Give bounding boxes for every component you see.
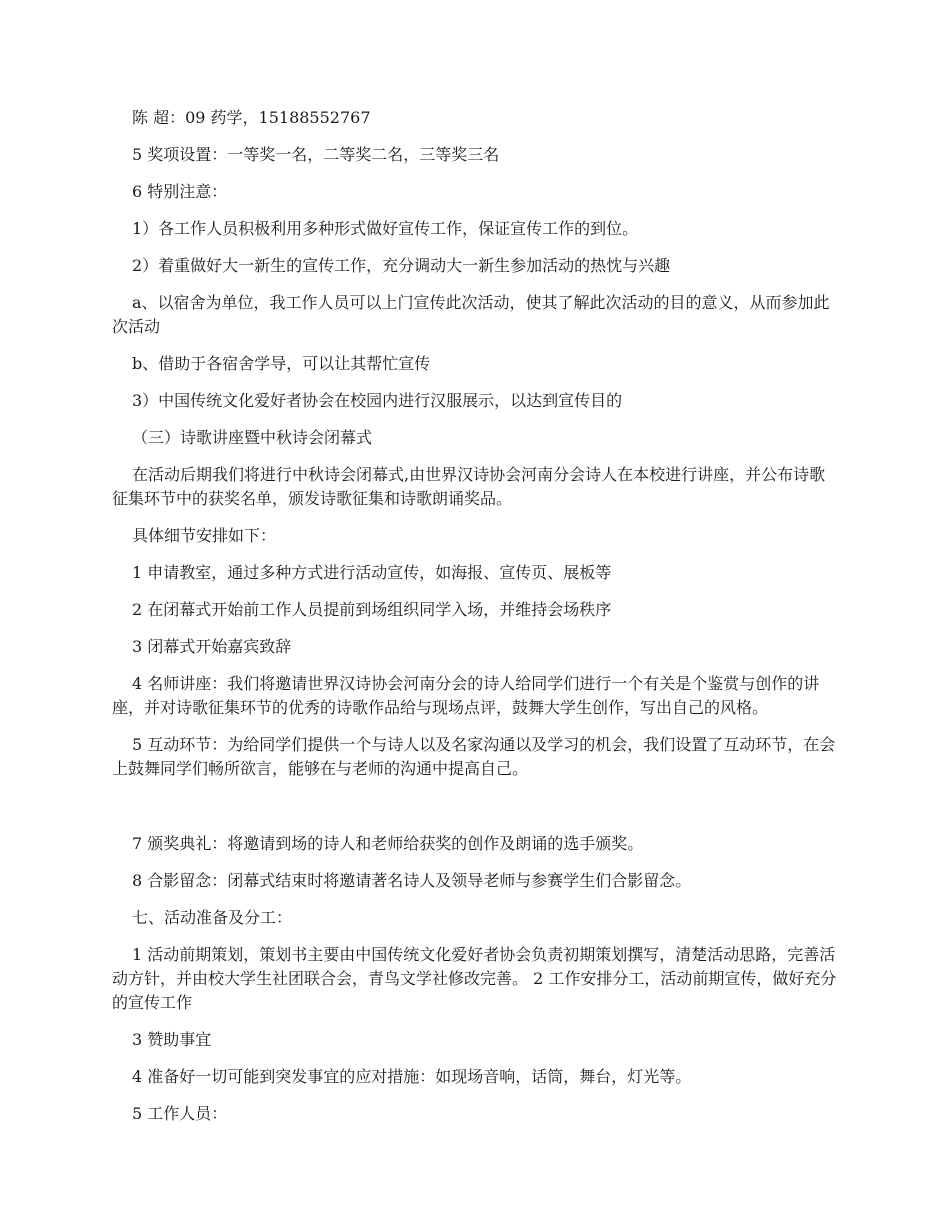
prep-item-5: 5 工作人员：	[132, 1104, 228, 1123]
note-item-2b: b、借助于各宿舍学导，可以让其帮忙宣传	[132, 354, 431, 373]
detail-item-5: 5 互动环节：为给同学们提供一个与诗人以及名家沟通以及学习的机会，我们设置了互动环节，在会上鼓舞同学们畅所欲言，能够在与老师的沟通中提高自己。	[112, 735, 836, 778]
detail-item-8: 8 合影留念：闭幕式结束时将邀请著名诗人及领导老师与参赛学生们合影留念。	[132, 871, 692, 890]
prep-item-1-2: 1 活动前期策划，策划书主要由中国传统文化爱好者协会负责初期策划撰写，清楚活动思路，完善活动方针，并由校大学生社团联合会，青鸟文学社修改完善。 2 工作安排分工，活动前期宣传，做好充分的宣传工作	[112, 945, 837, 1012]
awards-setting: 5 奖项设置：一等奖一名，二等奖二名，三等奖三名	[132, 145, 500, 164]
note-item-2: 2）着重做好大一新生的宣传工作，充分调动大一新生参加活动的热忱与兴趣	[132, 256, 671, 275]
detail-item-7: 7 颁奖典礼：将邀请到场的诗人和老师给获奖的创作及朗诵的选手颁奖。	[132, 834, 644, 853]
details-heading: 具体细节安排如下：	[132, 526, 277, 545]
detail-item-3: 3 闭幕式开始嘉宾致辞	[132, 637, 292, 656]
closing-intro: 在活动后期我们将进行中秋诗会闭幕式,由世界汉诗协会河南分会诗人在本校进行讲座，并公布诗歌征集环节中的获奖名单，颁发诗歌征集和诗歌朗诵奖品。	[112, 465, 826, 508]
contact-line: 陈 超：09 药学，15188552767	[132, 108, 371, 127]
section-heading-preparation: 七、活动准备及分工：	[132, 908, 293, 927]
note-item-1: 1）各工作人员积极利用多种形式做好宣传工作，保证宣传工作的到位。	[132, 219, 639, 238]
detail-item-2: 2 在闭幕式开始前工作人员提前到场组织同学入场，并维持会场秩序	[132, 600, 612, 619]
note-item-3: 3）中国传统文化爱好者协会在校园内进行汉服展示，以达到宣传目的	[132, 391, 623, 410]
prep-item-3: 3 赞助事宜	[132, 1030, 212, 1049]
prep-item-4: 4 准备好一切可能到突发事宜的应对措施：如现场音响，话筒，舞台，灯光等。	[132, 1067, 692, 1086]
section-heading-closing: （三）诗歌讲座暨中秋诗会闭幕式	[132, 428, 373, 447]
detail-item-1: 1 申请教室，通过多种方式进行活动宣传，如海报、宣传页、展板等	[132, 563, 612, 582]
detail-item-4: 4 名师讲座：我们将邀请世界汉诗协会河南分会的诗人给同学们进行一个有关是个鉴赏与创作的讲座，并对诗歌征集环节的优秀的诗歌作品给与现场点评，鼓舞大学生创作，写出自己的风格。	[112, 674, 820, 717]
note-item-2a: a、以宿舍为单位，我工作人员可以上门宣传此次活动，使其了解此次活动的目的意义，从而参加此次活动	[112, 293, 830, 336]
special-notes-heading: 6 特别注意：	[132, 182, 228, 201]
